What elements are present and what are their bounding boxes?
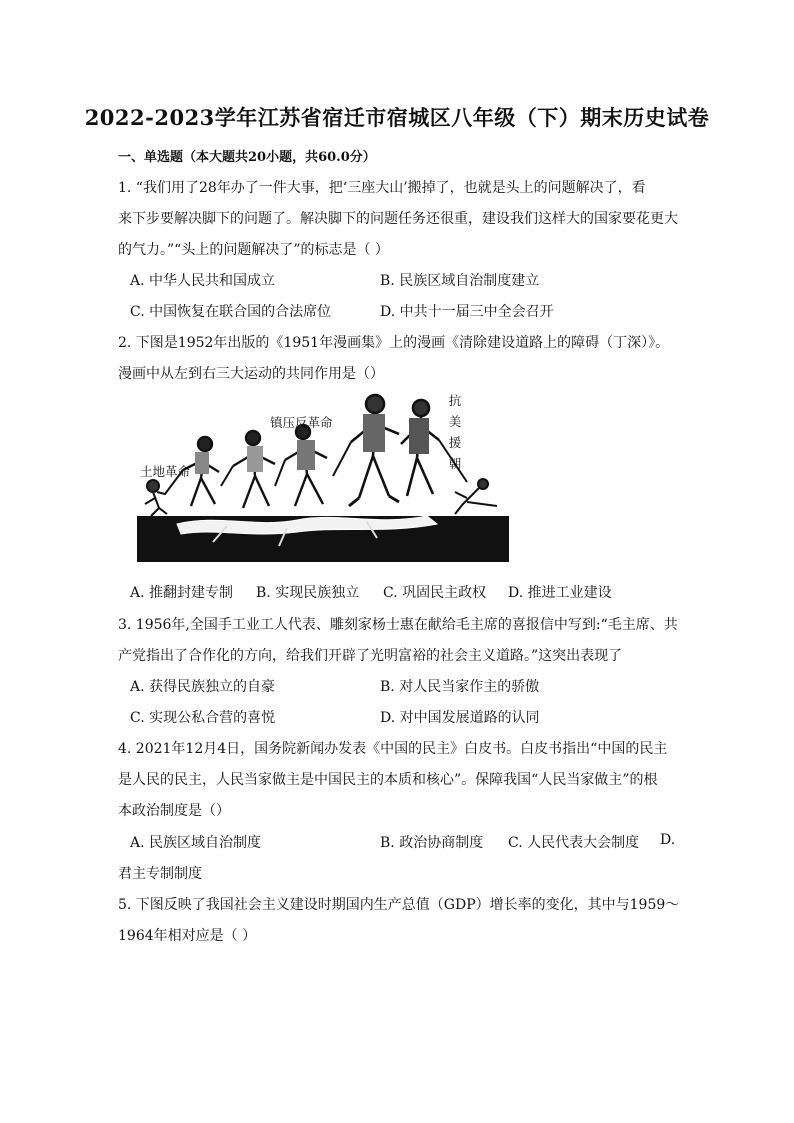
q4-line-1: 4. 2021年12月4日，国务院新闻办发表《中国的民主》白皮书。白皮书指出“中国的民主 — [118, 741, 668, 757]
q4-option-d: D. — [660, 832, 676, 848]
cartoon-label-right: 抗美援朝 — [448, 393, 462, 471]
cartoon-label-left: 土地革命 — [140, 464, 191, 479]
q4-option-a: A. 民族区域自治制度 — [130, 835, 262, 851]
q5-line-1: 5. 下图反映了我国社会主义建设时期国内生产总值（GDP）增长率的变化，其中与1959～ — [118, 897, 680, 913]
q4-option-c: C. 人民代表大会制度 — [508, 835, 640, 851]
q2-option-b: B. 实现民族独立 — [256, 585, 360, 601]
q3-option-d: D. 对中国发展道路的认同 — [380, 710, 540, 726]
q1-option-b: B. 民族区域自治制度建立 — [380, 273, 540, 289]
cartoon-image — [137, 386, 509, 564]
q3-option-a: A. 获得民族独立的自豪 — [130, 679, 276, 695]
q2-line-2: 漫画中从左到右三大运动的共同作用是（） — [118, 366, 384, 382]
q4-option-b: B. 政治协商制度 — [380, 835, 484, 851]
page-title: 2022-2023学年江苏省宿迁市宿城区八年级（下）期末历史试卷 — [84, 105, 710, 130]
q2-option-c: C. 巩固民主政权 — [383, 585, 487, 601]
q4-line-3: 本政治制度是（） — [118, 803, 230, 819]
q1-line-2: 来下步要解决脚下的问题了。解决脚下的问题任务还很重，建设我们这样大的国家要花更大 — [118, 211, 678, 227]
q1-line-3: 的气力。”“头上的问题解决了”的标志是（ ） — [118, 242, 389, 258]
q2-option-d: D. 推进工业建设 — [508, 585, 612, 601]
q2-line-1: 2. 下图是1952年出版的《1951年漫画集》上的漫画《清除建设道路上的障碍（丁深）》。 — [118, 335, 670, 351]
q1-option-d: D. 中共十一届三中全会召开 — [380, 304, 554, 320]
q3-line-2: 产党指出了合作化的方向，给我们开辟了光明富裕的社会主义道路。”这突出表现了 — [118, 648, 623, 664]
q4-line-2: 是人民的民主，人民当家做主是中国民主的本质和核心”。保障我国“人民当家做主”的根 — [118, 772, 658, 788]
q3-line-1: 3. 1956年,全国手工业工人代表、雕刻家杨士惠在献给毛主席的喜报信中写到:“毛主席、共 — [118, 617, 678, 633]
q3-option-b: B. 对人民当家作主的骄傲 — [380, 679, 540, 695]
q4-option-d-text: 君主专制制度 — [118, 866, 202, 882]
q1-line-1: 1. “我们用了28年办了一件大事，把‘三座大山’搬掉了，也就是头上的问题解决了，看 — [118, 180, 646, 196]
cartoon-label-middle: 镇压反革命 — [270, 415, 333, 430]
q1-option-c: C. 中国恢复在联合国的合法席位 — [130, 304, 332, 320]
q1-option-a: A. 中华人民共和国成立 — [130, 273, 276, 289]
section-heading: 一、单选题（本大题共20小题，共60.0分） — [118, 150, 376, 165]
q5-line-2: 1964年相对应是（ ） — [118, 928, 257, 944]
q3-option-c: C. 实现公私合营的喜悦 — [130, 710, 276, 726]
q2-option-a: A. 推翻封建专制 — [130, 585, 234, 601]
